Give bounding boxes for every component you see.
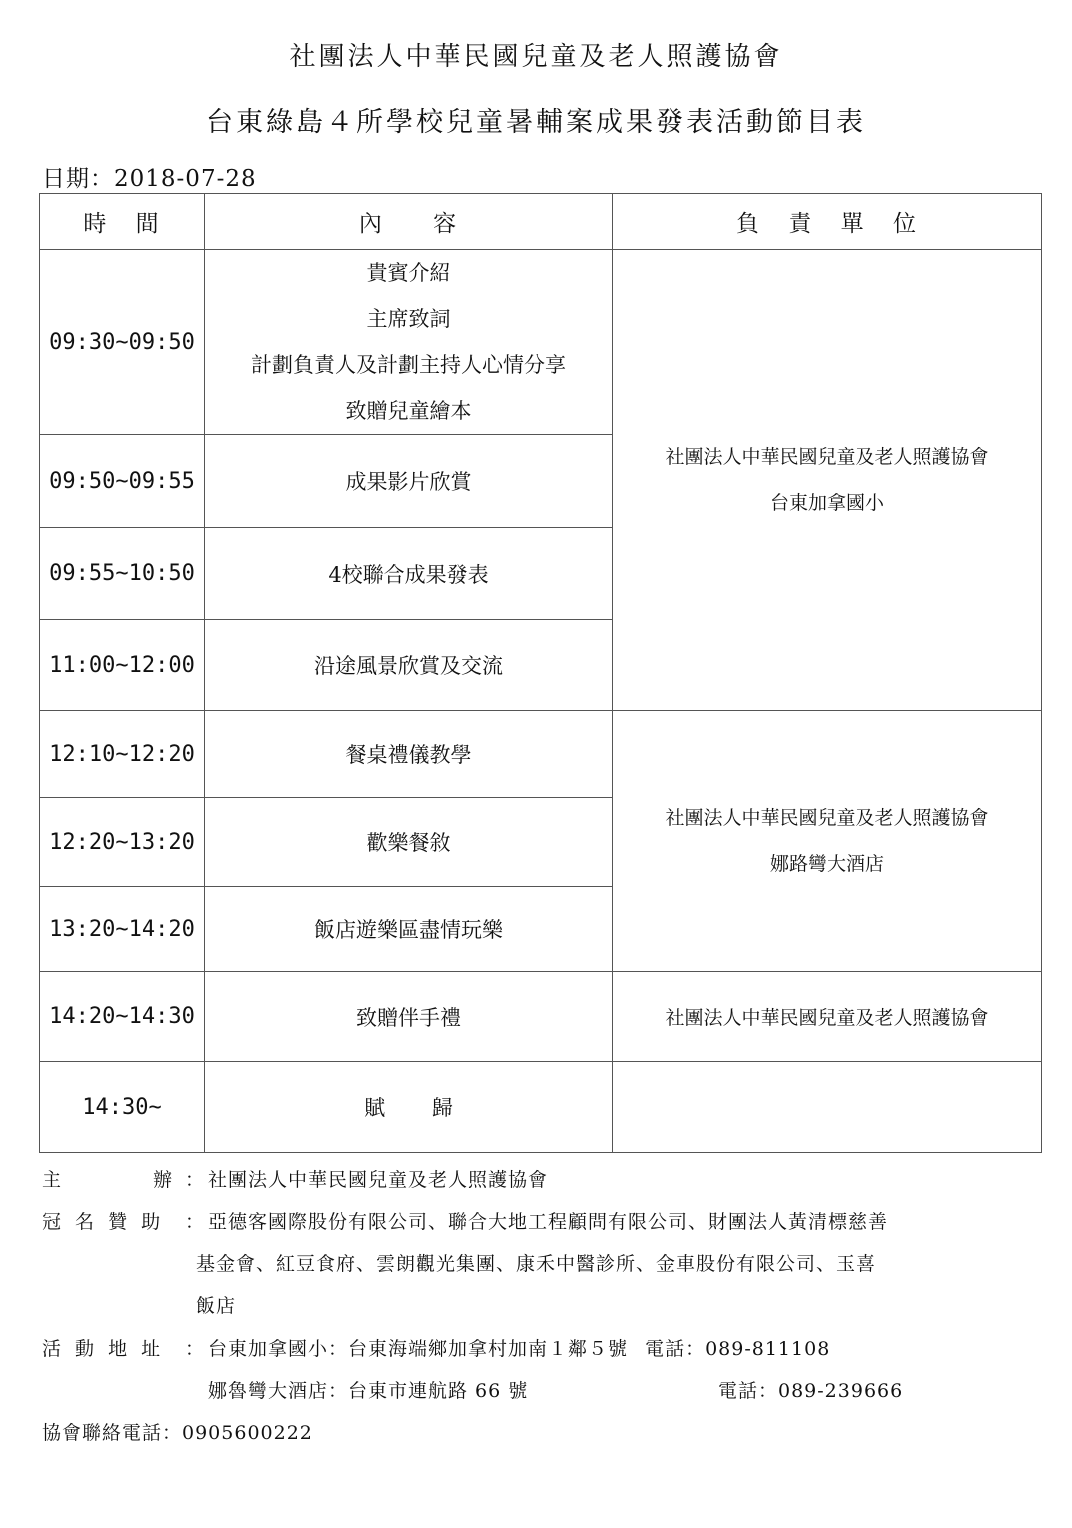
schedule-table	[39, 193, 1042, 1153]
responsible-cell	[613, 711, 1042, 972]
header-responsible: 負 責 單 位	[613, 194, 1042, 250]
address-1: 台東加拿國小：台東海端鄉加拿村加南１鄰５號	[208, 1338, 629, 1360]
time-cell: 11:00~12:00	[40, 620, 205, 711]
table-header-row	[40, 194, 1042, 250]
contact-line: 協會聯絡電話：0905600222	[42, 1422, 313, 1444]
content-cell: 成果影片欣賞	[205, 435, 613, 528]
table-row	[40, 972, 1042, 1062]
host-colon: ：	[184, 1169, 205, 1191]
time-cell: 09:55~10:50	[40, 528, 205, 620]
address-colon: ：	[184, 1338, 205, 1360]
address-block	[42, 1328, 903, 1412]
content-cell	[205, 250, 613, 435]
content-line: 主席致詞	[366, 307, 451, 331]
content-line: 貴賓介紹	[366, 261, 451, 285]
responsible-line: 社團法人中華民國兒童及老人照護協會	[665, 807, 989, 829]
table-row	[40, 250, 1042, 435]
content-cell: 賦 歸	[205, 1062, 613, 1153]
sponsor-text-3: 飯店	[196, 1295, 237, 1317]
time-cell: 12:10~12:20	[40, 711, 205, 798]
host-value: 社團法人中華民國兒童及老人照護協會	[208, 1169, 549, 1191]
sponsor-colon: ：	[184, 1211, 205, 1233]
time-cell: 13:20~14:20	[40, 887, 205, 972]
phone-2: 電話：089-239666	[718, 1380, 904, 1402]
content-cell: 致贈伴手禮	[205, 972, 613, 1062]
content-cell: 4校聯合成果發表	[205, 528, 613, 620]
content-cell: 餐桌禮儀教學	[205, 711, 613, 798]
time-cell: 09:50~09:55	[40, 435, 205, 528]
host-line	[42, 1159, 548, 1201]
content-cell: 飯店遊樂區盡情玩樂	[205, 887, 613, 972]
sponsor-label: 冠 名 贊 助	[42, 1211, 161, 1233]
sponsor-line-1	[42, 1201, 888, 1243]
event-title: 台東綠島４所學校兒童暑輔案成果發表活動節目表	[206, 107, 866, 138]
content-cell: 沿途風景欣賞及交流	[205, 620, 613, 711]
responsible-cell: 社團法人中華民國兒童及老人照護協會	[613, 972, 1042, 1062]
phone-1: 電話：089-811108	[645, 1338, 831, 1360]
responsible-cell-empty	[613, 1062, 1042, 1153]
content-cell: 歡樂餐敘	[205, 798, 613, 887]
time-cell: 14:30~	[40, 1062, 205, 1153]
address-label: 活 動 地 址	[42, 1338, 161, 1360]
content-line: 計劃負責人及計劃主持人心情分享	[251, 353, 566, 377]
sponsor-text-1: 亞德客國際股份有限公司、聯合大地工程顧問有限公司、財團法人黃清標慈善	[208, 1211, 889, 1233]
content-line: 致贈兒童繪本	[345, 399, 472, 423]
responsible-line: 娜路彎大酒店	[769, 853, 884, 875]
address-line-1	[42, 1328, 903, 1370]
header-time: 時 間	[40, 194, 205, 250]
time-cell: 14:20~14:30	[40, 972, 205, 1062]
responsible-line: 台東加拿國小	[769, 492, 884, 514]
responsible-cell	[613, 250, 1042, 711]
address-2: 娜魯彎大酒店：台東市連航路 66 號	[208, 1380, 529, 1402]
host-label: 主 辦	[42, 1169, 173, 1191]
org-title: 社團法人中華民國兒童及老人照護協會	[289, 42, 783, 72]
sponsor-block	[42, 1201, 888, 1327]
header-content: 內 容	[205, 194, 613, 250]
table-row	[40, 711, 1042, 798]
sponsor-text-2: 基金會、紅豆食府、雲朗觀光集團、康禾中醫診所、金車股份有限公司、玉喜	[196, 1253, 877, 1275]
table-row	[40, 1062, 1042, 1153]
event-date: 日期：2018-07-28	[42, 166, 257, 192]
responsible-line: 社團法人中華民國兒童及老人照護協會	[665, 446, 989, 468]
address-line-2	[42, 1370, 903, 1412]
time-cell: 09:30~09:50	[40, 250, 205, 435]
time-cell: 12:20~13:20	[40, 798, 205, 887]
